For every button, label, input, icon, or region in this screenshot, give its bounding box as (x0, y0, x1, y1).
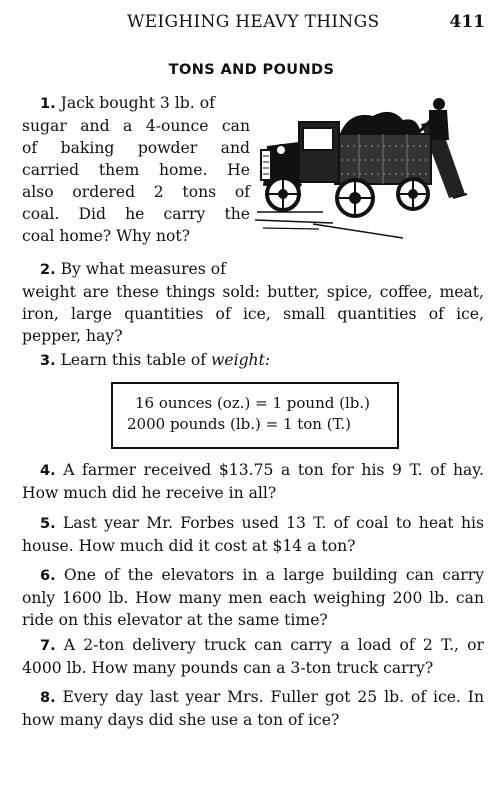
problem-3-text: Learn this table of (60, 351, 212, 369)
weight-table-row: 16 ounces (oz.) = 1 pound (lb.) (135, 394, 370, 412)
problem-number: 2. (40, 262, 56, 278)
problem-7-text: A 2-ton delivery truck can carry a load of 2 T., or 4000 lb. How many pounds can a 3-ton truck carry? (22, 636, 484, 677)
problem-2-text: weight are these things sold: butter, spice, coffee, meat, iron, large quantities of ice, small quantities of ice, pepper, hay? (22, 283, 484, 345)
problem-2 (22, 258, 484, 347)
problem-1-line: sugar and a 4-ounce can (22, 117, 250, 135)
problem-5-text: Last year Mr. Forbes used 13 T. of coal to heat his house. How much did it cost at $14 a ton? (22, 514, 484, 555)
problem-8 (22, 686, 484, 731)
page-number: 411 (449, 12, 485, 32)
problem-2-lead: By what measures of (60, 260, 226, 278)
problem-number: 7. (40, 638, 56, 654)
problem-number: 3. (40, 353, 56, 369)
problem-6 (22, 564, 484, 631)
problem-4 (22, 459, 484, 504)
problem-1-line: coal. Did he carry the (22, 205, 250, 223)
problem-1-line: carried them home. He (22, 161, 250, 179)
problem-number: 4. (40, 463, 56, 479)
running-title: WEIGHING HEAVY THINGS (127, 12, 380, 32)
problem-7 (22, 634, 484, 679)
page-header (0, 12, 503, 34)
problem-5 (22, 512, 484, 557)
problem-3-italic: weight: (211, 351, 271, 369)
problem-3 (22, 349, 484, 372)
problem-4-text: A farmer received $13.75 a ton for his 9 T. of hay. How much did he receive in all? (22, 461, 484, 502)
problem-number: 8. (40, 690, 56, 706)
weight-table-row: 2000 pounds (lb.) = 1 ton (T.) (127, 415, 352, 433)
problem-number: 6. (40, 568, 56, 584)
problem-number: 1. (40, 96, 56, 112)
section-title: TONS AND POUNDS (168, 62, 335, 78)
problem-6-text: One of the elevators in a large building can carry only 1600 lb. How many men each weighing 200 lb. can ride on this elevator at the same time? (22, 566, 484, 629)
problem-number: 5. (40, 516, 56, 532)
problem-1-line: Jack bought 3 lb. of (60, 94, 215, 112)
delivery-truck-icon (253, 90, 485, 250)
problem-1-line: also ordered 2 tons of (22, 183, 250, 201)
weight-table (111, 382, 399, 449)
problem-1-line: of baking powder and (22, 139, 250, 157)
problem-1 (22, 92, 250, 247)
problem-1-line: coal home? Why not? (22, 227, 191, 245)
problem-8-text: Every day last year Mrs. Fuller got 25 lb. of ice. In how many days did she use a ton of ice? (22, 688, 484, 729)
